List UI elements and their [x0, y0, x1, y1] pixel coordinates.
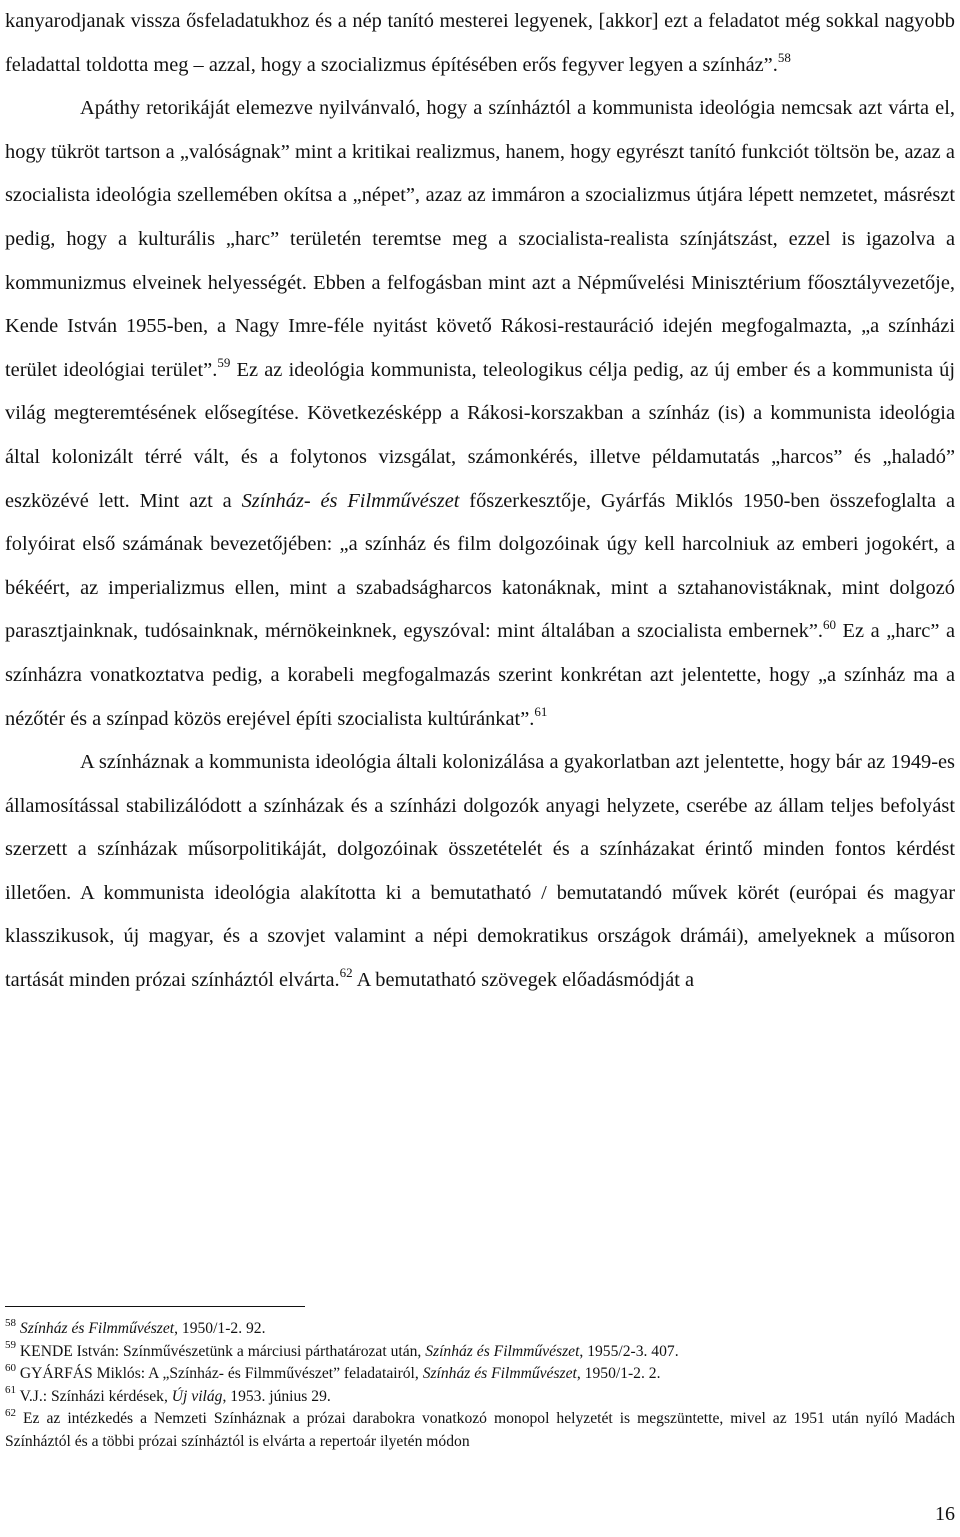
- text-run: Ez a „harc” a színházra vonatkoztatva pedig, a korabeli megfogalmazás szerint konkrétan azt jelentette, hogy „a színház ma a nézőtér és a színpad közös erejével építi szocialista kultúránkat”.: [5, 620, 955, 730]
- paragraph: [5, 741, 955, 1003]
- footnote-number: 60: [5, 1361, 16, 1374]
- italic-title: Színház és Filmművészet: [425, 1342, 580, 1360]
- footnote-ref: 59: [217, 354, 231, 370]
- footnote-separator: [5, 1306, 305, 1307]
- text-run: főszerkesztője, Gyárfás Miklós 1950-ben összefoglalta a folyóirat első számának bevezetőjében: „a színház és film dolgozóinak úgy kell harcolniuk az emberi jogokért, a békéért, az imperializmus ellen, mint a szabadságharcos katonáknak, mint a sztahanovistáknak, mint dolgozó parasztjainknak, tudósainknak, mérnökeinknek, egyszóval: mint általában a szocialista embernek”.: [5, 489, 955, 643]
- italic-title: Színház- és Filmművészet: [241, 489, 460, 512]
- footnote: [5, 1318, 955, 1341]
- footnotes: [5, 1318, 955, 1453]
- text-run: , 1950/1-2. 2.: [576, 1365, 661, 1382]
- text-run: GYÁRFÁS Miklós: A „Színház- és Filmművészet” feladatairól,: [19, 1365, 423, 1382]
- footnote: [5, 1341, 955, 1364]
- text-run: V.J.: Színházi kérdések,: [19, 1387, 172, 1405]
- text-run: A bemutatható szövegek előadásmódját a: [352, 969, 695, 992]
- italic-title: Új világ: [171, 1387, 223, 1405]
- text-run: Ez az ideológia kommunista, teleologikus célja pedig, az új ember és a kommunista új világ megteremtésének elősegítése. Következésképp a Rákosi-korszakban a színház (is) a kommunista ideológia által kolonizált térré vált, és a folytonos vizsgálat, számonkérés, illetve példamutatás „harcos” és „haladó” eszközévé lett. Mint azt a: [5, 358, 955, 512]
- body-text: [5, 0, 955, 1003]
- footnote: [5, 1363, 955, 1386]
- footnote-ref: 58: [777, 49, 791, 65]
- footnote-ref: 60: [822, 616, 836, 632]
- text-run: Ez az intézkedés a Nemzeti Színháznak a prózai darabokra vonatkozó monopol helyzetét is megszüntette, mivel az 1951 után nyíló Madách Színháztól és a többi prózai színháztól is elvárta a repertoár ilyetén módon: [5, 1410, 955, 1450]
- italic-title: Színház és Filmművészet: [422, 1365, 577, 1382]
- text-run: KENDE István: Színművészetünk a márciusi párthatározat után,: [19, 1342, 426, 1360]
- page-number: 16: [935, 1503, 955, 1525]
- footnote-number: 61: [5, 1384, 16, 1397]
- footnote: [5, 1408, 955, 1453]
- text-run: , 1955/2-3. 407.: [579, 1342, 679, 1360]
- paragraph: [5, 87, 955, 741]
- footnote-number: 58: [5, 1316, 16, 1329]
- footnote-ref: 62: [339, 965, 353, 981]
- paragraph: [5, 0, 955, 87]
- footnote-number: 62: [5, 1406, 16, 1419]
- footnote-number: 59: [5, 1339, 16, 1352]
- text-run: kanyarodjanak vissza ősfeladatukhoz és a nép tanító mesterei legyenek, [akkor] ezt a feladatot még sokkal nagyobb feladattal toldotta meg – azzal, hogy a szocializmus építésében erős fegyver legyen a színház”.: [5, 10, 955, 76]
- text-run: , 1953. június 29.: [222, 1387, 331, 1405]
- text-run: A színháznak a kommunista ideológia általi kolonizálása a gyakorlatban azt jelentette, hogy bár az 1949-es államosítással stabilizálódott a színházak és a színházi dolgozók anyagi helyzete, cserébe az állam teljes befolyást szerzett a színházak műsorpolitikáját, dolgozóinak összetételét és a színházakat érintő minden fontos kérdést illetően. A kommunista ideológia alakította ki a bemutatható / bemutatandó művek körét (európai és magyar klasszikusok, új magyar, és a szovjet valamint a népi demokratikus országok drámái), amelyeknek a műsoron tartását minden prózai színháztól elvárta.: [5, 751, 955, 992]
- text-run: Apáthy retorikáját elemezve nyilvánvaló, hogy a színháztól a kommunista ideológia nemcsak azt várta el, hogy tükröt tartson a „valóságnak” mint a kritikai realizmus, hanem, hogy egyrészt tanító funkciót töltsön be, azaz a szocialista ideológia szellemében okítsa a „népet”, azaz az immáron a szocializmus útjára lépett nemzetet, másrészt pedig, hogy a kulturális „harc” területén teremtse meg a szocialista-realista színjátszást, ezzel is igazolva a kommunizmus elveinek helyességét. Ebben a felfogásban mint azt a Népművelési Minisztérium főosztályvezetője, Kende István 1955-ben, a Nagy Imre-féle nyitást követő Rákosi-restauráció idején megfogalmazta, „a színházi terület ideológiai terület”.: [5, 97, 955, 381]
- text-run: , 1950/1-2. 92.: [174, 1320, 266, 1337]
- footnote-ref: 61: [534, 703, 548, 719]
- footnote: [5, 1386, 955, 1409]
- italic-title: Színház és Filmművészet: [19, 1320, 175, 1337]
